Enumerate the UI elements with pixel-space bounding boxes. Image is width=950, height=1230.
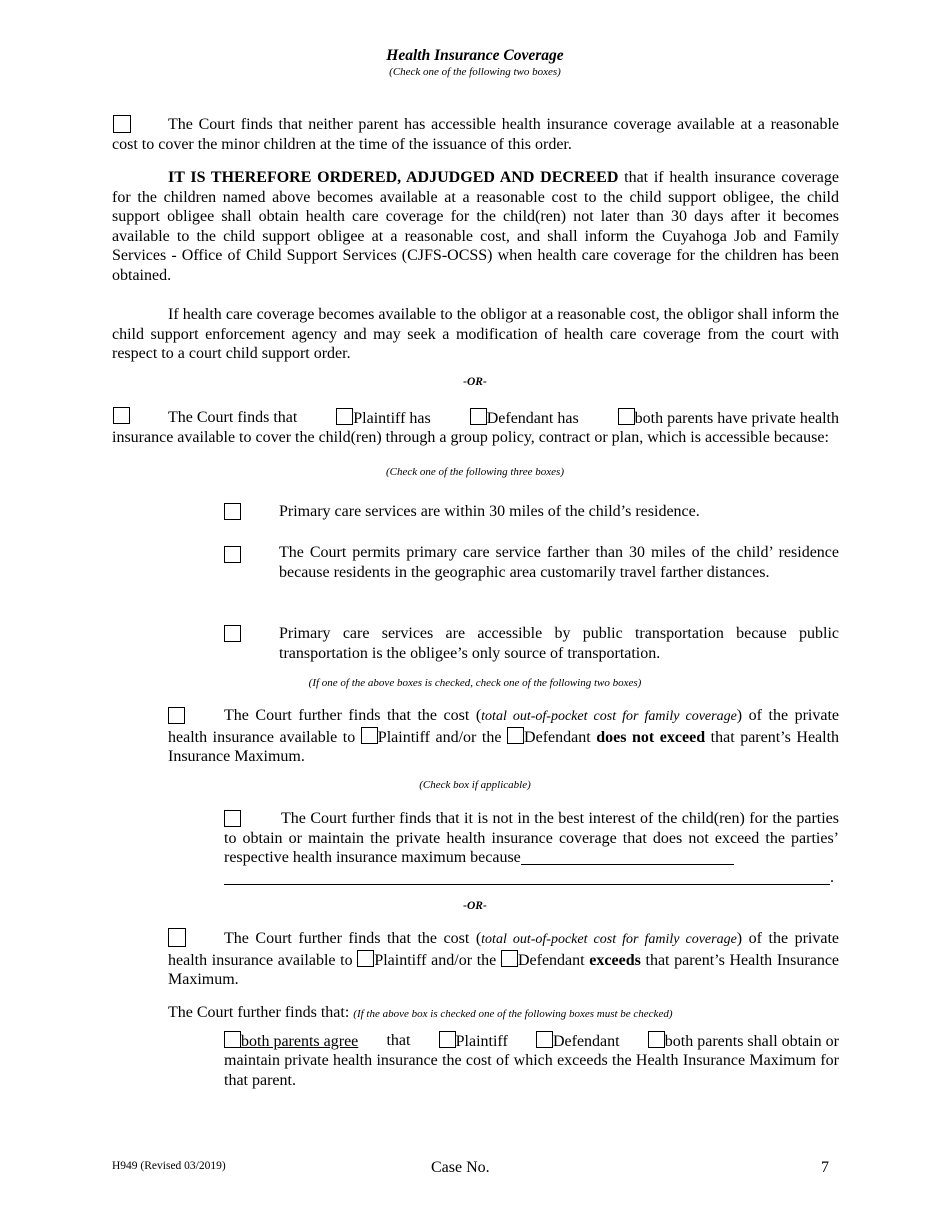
agree-both-option: both parents shall obtain or — [648, 1031, 839, 1052]
or-divider-1: -OR- — [463, 376, 487, 388]
private-insurance-line — [168, 408, 839, 429]
applicable-hint: (Check box if applicable) — [419, 779, 531, 791]
plaintiff-has-checkbox[interactable] — [336, 408, 353, 425]
ordered-paragraph — [112, 168, 839, 286]
reason-public-transportation-checkbox[interactable] — [224, 625, 241, 642]
ordered-heading: IT IS THEREFORE ORDERED, ADJUDGED AND DECREED — [168, 169, 619, 186]
private-insurance-checkbox[interactable] — [113, 407, 130, 424]
obligor-paragraph: If health care coverage becomes available to the obligor at a reasonable cost, the obligor shall inform the child support enforcement agency and may seek a modification of health care coverage from the court with respect to a court child support order. — [112, 306, 839, 363]
reason-within-30-miles-checkbox[interactable] — [224, 503, 241, 520]
agree-plaintiff-option: Plaintiff — [439, 1031, 508, 1052]
further-finds-lead: The Court further finds that: — [168, 1004, 350, 1021]
cost1-defendant-checkbox[interactable] — [507, 727, 524, 744]
both-agree-option: both parents agree — [224, 1031, 358, 1052]
agree-plaintiff-checkbox[interactable] — [439, 1031, 456, 1048]
page-subtitle: (Check one of the following two boxes) — [389, 66, 561, 78]
agree-rest: maintain private health insurance the cost of which exceeds the Health Insurance Maximum for that parent. — [224, 1052, 839, 1089]
case-number-label: Case No. — [431, 1159, 490, 1176]
or-divider-2: -OR- — [463, 900, 487, 912]
best-interest-reason-field-line2[interactable] — [224, 870, 830, 885]
agree-both-checkbox[interactable] — [648, 1031, 665, 1048]
three-boxes-hint: (Check one of the following three boxes) — [386, 466, 564, 478]
cost2-defendant-checkbox[interactable] — [501, 950, 518, 967]
best-interest-paragraph: The Court further finds that it is not in the best interest of the child(ren) for the parties to obtain or maintain the private health insurance coverage that does not exceed the parties’ respective health insurance maximum because — [224, 810, 839, 867]
best-interest-reason-field[interactable] — [521, 850, 734, 865]
ordered-text: that if health insurance coverage for the children named above becomes available at a reasonable cost to the child support obligee, the child support obligee shall obtain health care coverage for the child(ren) not later than 30 days after it becomes available to the child support obligee at a reasonable cost, and shall inform the Cuyahoga Job and Family Services - Office of Child Support Services (CJFS-OCSS) when health care coverage for the children has been obtained. — [112, 169, 839, 284]
page-title: Health Insurance Coverage — [386, 47, 564, 64]
reason-public-transportation: Primary care services are accessible by public transportation because public transportation is the obligee’s only source of transportation. — [279, 625, 839, 662]
reason-farther-travel: The Court permits primary care service farther than 30 miles of the child’ residence because residents in the geographic area customarily travel farther distances. — [279, 544, 839, 581]
defendant-has-checkbox[interactable] — [470, 408, 487, 425]
both-parents-option: both parents have private health — [618, 408, 839, 429]
both-parents-have-checkbox[interactable] — [618, 408, 635, 425]
plaintiff-has-option: Plaintiff has — [336, 408, 430, 429]
both-agree-checkbox[interactable] — [224, 1031, 241, 1048]
reason-within-30-miles: Primary care services are within 30 miles of the child’s residence. — [279, 503, 700, 520]
period-mark: . — [830, 869, 834, 886]
agree-defendant-option: Defendant — [536, 1031, 620, 1052]
two-boxes-hint: (If one of the above boxes is checked, check one of the following two boxes) — [308, 677, 642, 689]
cost-not-exceed-paragraph: The Court further finds that the cost (total out-of-pocket cost for family coverage) of the private health insurance available to Plaintiff and/or the Defendant does not exceed that parent’s Health Insurance Maximum. — [168, 707, 840, 766]
agree-defendant-checkbox[interactable] — [536, 1031, 553, 1048]
private-insurance-rest: insurance available to cover the child(ren) through a group policy, contract or plan, which is accessible because: — [112, 429, 829, 446]
further-finds-hint: (If the above box is checked one of the following boxes must be checked) — [353, 1008, 673, 1020]
cost1-plaintiff-checkbox[interactable] — [361, 727, 378, 744]
private-insurance-lead: The Court finds that — [168, 409, 298, 426]
further-finds-line — [168, 1003, 673, 1025]
neither-parent-finding: The Court finds that neither parent has accessible health insurance coverage available at a reasonable cost to cover the minor children at the time of the issuance of this order. — [112, 116, 839, 153]
cost2-plaintiff-checkbox[interactable] — [357, 950, 374, 967]
defendant-has-option: Defendant has — [470, 408, 579, 429]
reason-farther-travel-checkbox[interactable] — [224, 546, 241, 563]
cost-exceeds-paragraph: The Court further finds that the cost (total out-of-pocket cost for family coverage) of the private health insurance available to Plaintiff and/or the Defendant exceeds that parent’s Health Insurance Maximum. — [168, 930, 840, 989]
form-number: H949 (Revised 03/2019) — [112, 1160, 226, 1172]
page-number: 7 — [821, 1159, 829, 1176]
agree-line: both parents agree that Plaintiff Defendant both parents shall obtain or — [224, 1031, 839, 1052]
